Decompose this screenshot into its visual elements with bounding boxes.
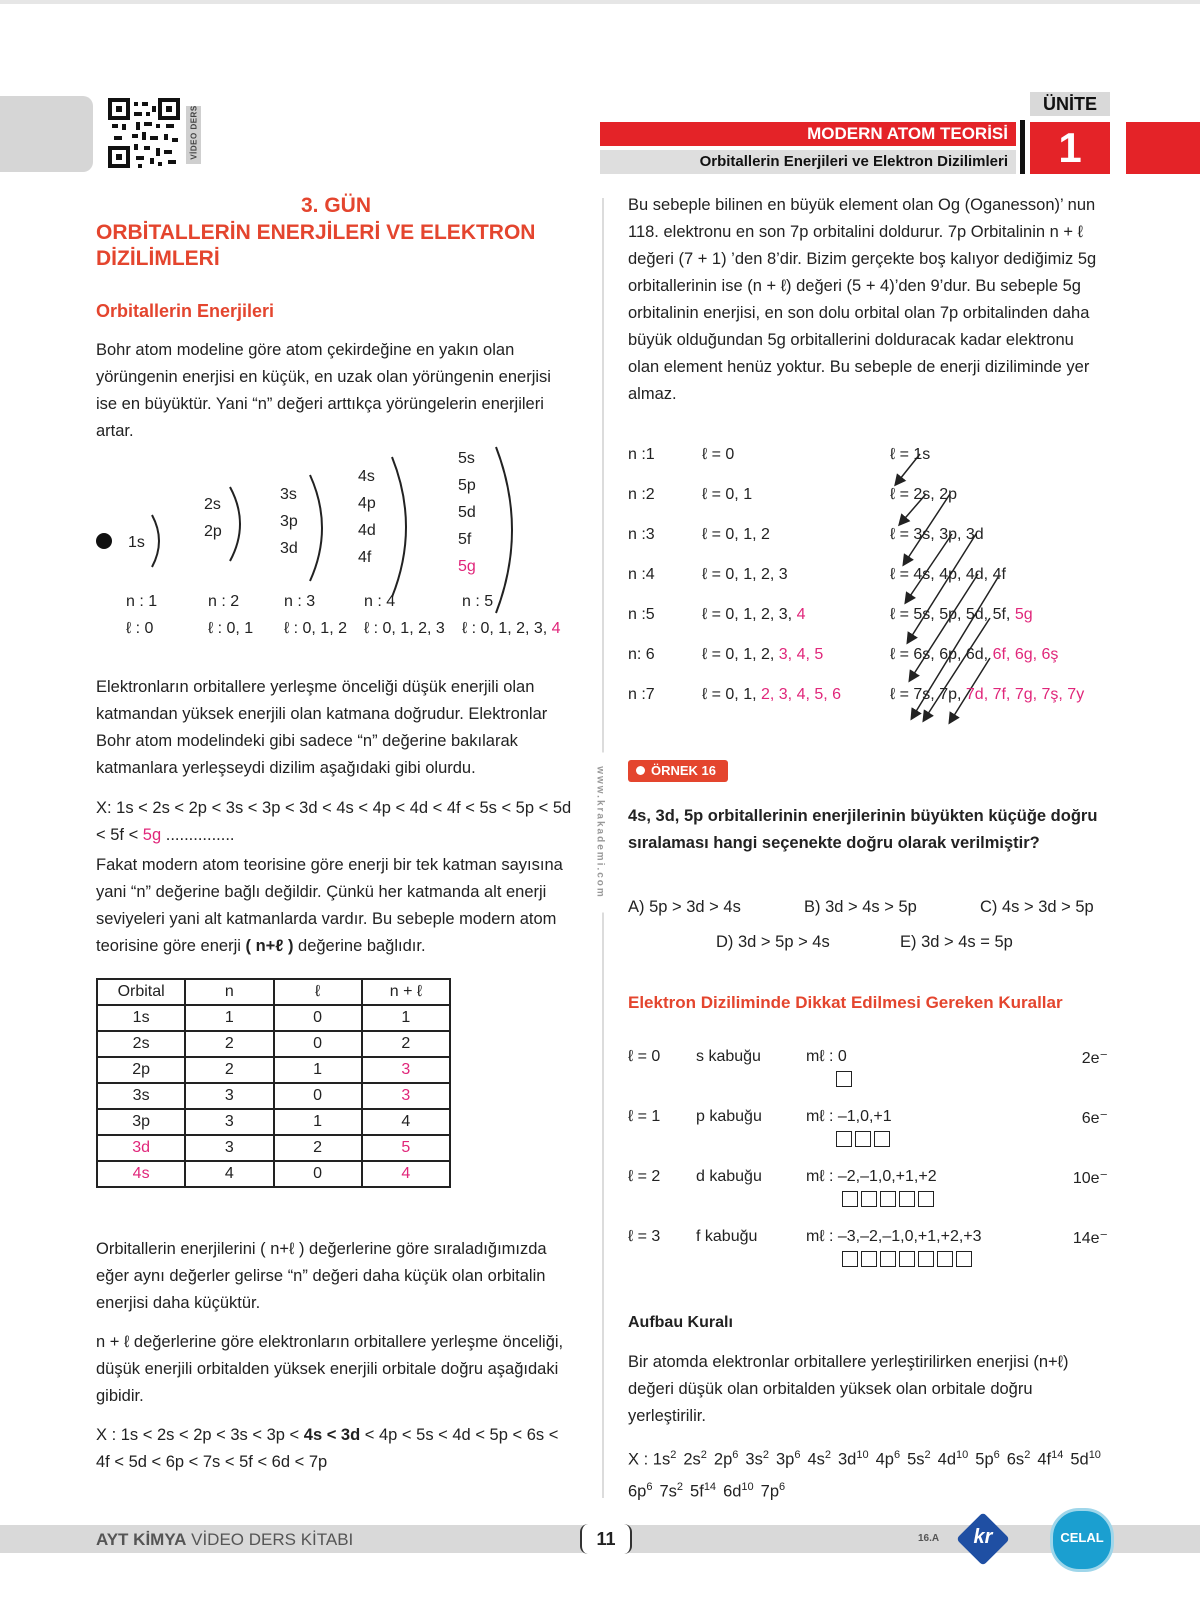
shell-5-l-base: ℓ : 0, 1, 2, 3, xyxy=(462,620,552,637)
config-term xyxy=(975,1442,999,1474)
table-row xyxy=(97,1109,450,1135)
config-electrons: 2 xyxy=(700,1449,707,1461)
order-bohr-dots: ............... xyxy=(161,826,235,844)
config-electrons: 2 xyxy=(670,1449,677,1461)
level-orbitals xyxy=(890,646,1058,664)
level-orb-highlight: 5g xyxy=(1014,606,1033,623)
electron-config xyxy=(628,1442,1108,1505)
orbital-box xyxy=(836,1131,852,1147)
table-header: n xyxy=(185,979,273,1005)
shell-4-n: n : 4 xyxy=(364,593,396,610)
table-cell: 3s xyxy=(97,1083,185,1109)
page-number xyxy=(580,1524,632,1554)
table-cell: 0 xyxy=(274,1161,362,1187)
shell-2-l: ℓ : 0, 1 xyxy=(208,620,254,637)
orbital-1s: 1s xyxy=(128,534,145,551)
config-term xyxy=(745,1442,769,1474)
table-cell: 1 xyxy=(274,1057,362,1083)
config-electrons: 6 xyxy=(732,1449,739,1461)
section-heading-energies: Orbitallerin Enerjileri xyxy=(96,301,275,321)
shell-1-l: ℓ : 0 xyxy=(126,620,154,637)
orbital-box xyxy=(956,1251,972,1267)
right-red-tab xyxy=(1126,122,1200,174)
aufbau-heading: Aufbau Kuralı xyxy=(628,1314,733,1331)
config-orbital: 6s xyxy=(1006,1450,1025,1469)
level-l xyxy=(702,686,841,704)
book-title-suffix: VİDEO DERS KİTABI xyxy=(186,1530,354,1549)
orbital-box xyxy=(937,1251,953,1267)
config-orbital: 3p xyxy=(775,1450,795,1469)
order-aufbau-b: 4s < 3d xyxy=(303,1426,361,1444)
config-term xyxy=(1070,1442,1101,1474)
para-modern xyxy=(96,852,576,960)
shell-1-arc xyxy=(150,513,164,569)
shell-2-orbitals xyxy=(204,491,222,545)
orbital-4d: 4d xyxy=(358,522,376,539)
table-cell: 3p xyxy=(97,1109,185,1135)
subshell-l: ℓ = 2 xyxy=(628,1168,661,1185)
table-cell: 4 xyxy=(362,1161,450,1187)
orbital-boxes xyxy=(842,1250,975,1268)
config-term xyxy=(690,1474,716,1506)
subshell-ml: mℓ : –1,0,+1 xyxy=(806,1108,892,1125)
config-orbital: 2s xyxy=(683,1450,701,1469)
level-n: n :4 xyxy=(628,566,655,583)
config-prefix: X : xyxy=(628,1450,649,1469)
footer-code: 16.A xyxy=(918,1533,940,1544)
subshell-row-d xyxy=(628,1168,1108,1218)
config-orbital: 4s xyxy=(807,1450,825,1469)
subshell-l: ℓ = 3 xyxy=(628,1228,661,1245)
config-electrons: 6 xyxy=(779,1480,786,1493)
config-orbital: 5f xyxy=(690,1482,704,1500)
orbital-box xyxy=(861,1191,877,1207)
orbital-5p: 5p xyxy=(458,477,476,494)
config-orbital: 3s xyxy=(745,1450,763,1469)
config-orbital: 5s xyxy=(907,1450,925,1469)
orbital-box xyxy=(842,1191,858,1207)
table-cell: 2s xyxy=(97,1031,185,1057)
shell-3-orbitals xyxy=(280,481,298,562)
level-l-base: ℓ = 0, 1, xyxy=(702,686,761,703)
table-row xyxy=(97,1083,450,1109)
table-row xyxy=(97,1031,450,1057)
table-row xyxy=(97,1057,450,1083)
option-c[interactable]: C) 4s > 3d > 5p xyxy=(980,898,1094,916)
config-orbital: 1s xyxy=(652,1450,671,1469)
header-divider xyxy=(1020,120,1025,174)
config-term xyxy=(653,1442,677,1474)
order-aufbau xyxy=(96,1422,576,1476)
para-oganesson: Bu sebeple bilinen en büyük element olan Og (Oganesson)’ nun 118. elektronu en son 7p orbitalini doldurur. 7p Orbitalinin n + ℓ değeri (7 + 1) ’den 8’dir. Bizim gerçekte boş kalıyor dediğimiz 5g orbitallerinin ise (n + ℓ) değeri (5 + 4)’den 9’dur. Bu sebeple 5g orbitalinin enerjisi, en son dolu orbital olan 7p orbitalinden daha büyük olduğundan 5g orbitallerini dolduracak kadar elektronu olan element henüz yoktur. Bu sebeple de enerji diziliminde yer almaz. xyxy=(628,196,1097,403)
option-b[interactable]: B) 3d > 4s > 5p xyxy=(804,898,917,916)
table-cell: 2 xyxy=(362,1031,450,1057)
subshell-row-p xyxy=(628,1108,1108,1158)
table-cell: 2p xyxy=(97,1057,185,1083)
orbital-box xyxy=(918,1191,934,1207)
level-table xyxy=(628,446,1108,726)
top-edge xyxy=(0,0,1200,4)
table-cell: 1s xyxy=(97,1005,185,1031)
config-electrons: 6 xyxy=(794,1449,801,1461)
table-cell: 1 xyxy=(274,1109,362,1135)
orbital-5s: 5s xyxy=(458,450,475,467)
table-cell: 3 xyxy=(185,1083,273,1109)
orbital-5d: 5d xyxy=(458,504,476,521)
config-term xyxy=(776,1442,800,1474)
table-row xyxy=(97,1005,450,1031)
table-header-row xyxy=(97,979,450,1005)
shell-4-arc xyxy=(390,455,412,599)
config-orbital: 4d xyxy=(937,1450,957,1469)
subshell-ml: mℓ : 0 xyxy=(806,1048,847,1065)
orbital-box xyxy=(880,1251,896,1267)
config-electrons: 14 xyxy=(1051,1449,1064,1461)
orbital-5g: 5g xyxy=(458,558,476,575)
orbital-box xyxy=(874,1131,890,1147)
table-row xyxy=(97,1135,450,1161)
table-cell: 0 xyxy=(274,1031,362,1057)
config-orbital: 5p xyxy=(975,1450,994,1469)
table-cell: 4 xyxy=(362,1109,450,1135)
table-cell: 3 xyxy=(362,1083,450,1109)
subshell-name: p kabuğu xyxy=(696,1108,762,1125)
subshell-capacity: 14e⁻ xyxy=(1072,1230,1108,1247)
config-term xyxy=(1037,1442,1063,1474)
orbital-2s: 2s xyxy=(204,496,221,513)
table-cell: 2 xyxy=(274,1135,362,1161)
orbital-3p: 3p xyxy=(280,513,298,530)
config-electrons: 2 xyxy=(676,1480,684,1493)
option-a[interactable]: A) 5p > 3d > 4s xyxy=(628,898,741,916)
shell-3-n: n : 3 xyxy=(284,593,316,610)
config-term xyxy=(876,1442,900,1474)
page-title xyxy=(96,220,596,272)
shell-3-l: ℓ : 0, 1, 2 xyxy=(284,620,347,637)
level-l-highlight: 3, 4, 5 xyxy=(778,646,824,663)
watermark: www.krakademi.com xyxy=(595,753,606,913)
config-electrons: 14 xyxy=(703,1480,717,1493)
shell-4-orbitals xyxy=(358,463,376,571)
orbital-boxes xyxy=(842,1190,937,1208)
config-term xyxy=(683,1442,707,1474)
day-title: 3. GÜN xyxy=(300,194,371,217)
config-electrons: 10 xyxy=(1088,1449,1101,1461)
shell-1-n: n : 1 xyxy=(126,593,158,610)
level-orbitals: ℓ = 4s, 4p, 4d, 4f xyxy=(890,566,1006,583)
subshell-capacity: 2e⁻ xyxy=(1081,1050,1108,1067)
page-title-line2: DİZİLİMLERİ xyxy=(96,247,220,270)
table-cell: 4s xyxy=(97,1161,185,1187)
table-cell: 1 xyxy=(362,1005,450,1031)
book-title xyxy=(96,1530,353,1550)
shell-2-arc xyxy=(228,485,246,563)
subshell-l: ℓ = 0 xyxy=(628,1048,661,1065)
brand-logo[interactable] xyxy=(1050,1508,1114,1572)
config-electrons: 10 xyxy=(741,1480,754,1493)
table-cell: 3 xyxy=(185,1109,273,1135)
page-number-value: 11 xyxy=(596,1529,616,1549)
level-l-base: ℓ = 0, 1, 2, 3, xyxy=(702,606,797,623)
table-cell: 3 xyxy=(362,1057,450,1083)
orbital-4f: 4f xyxy=(358,549,372,566)
level-l: ℓ = 0, 1 xyxy=(702,486,753,503)
qr-code[interactable] xyxy=(108,98,182,170)
para-filling: Elektronların orbitallere yerleşme önceliği düşük enerjili olan katmandan yüksek enerjili olan katmana doğrudur. Elektronlar Bohr atom modelindeki gibi sadece “n” değerine bakılarak katmanlara yerleşseydi dizilim aşağıdaki gibi olurdu. xyxy=(96,678,548,777)
topic-subtitle: Orbitallerin Enerjileri ve Elektron Dizilimleri xyxy=(600,150,1016,174)
level-l xyxy=(702,646,823,664)
config-term xyxy=(659,1474,683,1506)
orbital-box xyxy=(880,1191,896,1207)
table-cell: 4 xyxy=(185,1161,273,1187)
config-orbital: 5d xyxy=(1070,1450,1089,1469)
orbital-boxes xyxy=(836,1130,893,1148)
subshell-ml: mℓ : –2,–1,0,+1,+2 xyxy=(806,1168,937,1185)
order-bohr xyxy=(96,795,576,849)
level-l xyxy=(702,606,805,624)
level-n: n :3 xyxy=(628,526,655,543)
level-l: ℓ = 0, 1, 2, 3 xyxy=(702,566,788,583)
topic-title: MODERN ATOM TEORİSİ xyxy=(600,122,1016,146)
orbital-box xyxy=(855,1131,871,1147)
table-cell: 2 xyxy=(185,1057,273,1083)
para-nl-order: n + ℓ değerlerine göre elektronların orbitallere yerleşme önceliği, düşük enerjili orbitalden yüksek enerjili orbitale doğru aşağıdaki gibidir. xyxy=(96,1333,564,1405)
config-electrons: 2 xyxy=(762,1449,769,1461)
subshell-name: s kabuğu xyxy=(696,1048,761,1065)
example-badge xyxy=(628,760,728,782)
shell-diagram xyxy=(96,450,576,645)
level-l: ℓ = 0, 1, 2 xyxy=(702,526,770,543)
level-orb-highlight: 7d, 7f, 7g, 7ş, 7y xyxy=(965,686,1085,703)
level-l-base: ℓ = 0, 1, 2, xyxy=(702,646,779,663)
subshell-row-f xyxy=(628,1228,1108,1278)
level-orbitals: ℓ = 2s, 2p xyxy=(890,486,957,503)
config-term xyxy=(1007,1442,1031,1474)
config-electrons: 10 xyxy=(956,1449,969,1461)
config-orbital: 3d xyxy=(838,1450,857,1469)
orbital-box xyxy=(842,1251,858,1267)
table-cell: 0 xyxy=(274,1083,362,1109)
config-electrons: 6 xyxy=(993,1449,1000,1461)
shell-5-arc xyxy=(494,445,518,615)
orbital-4s: 4s xyxy=(358,468,375,485)
subshell-name: d kabuğu xyxy=(696,1168,762,1185)
order-bohr-main: X: 1s < 2s < 2p < 3s < 3p < 3d < 4s < 4p < 4d < 4f < 5s < 5p < 5d < 5f < xyxy=(96,799,572,844)
order-aufbau-c: < 4p < 5s < 4d < 5p < 6s < 4f < 5d < 6p < 7s < 5f < 6d < 7p xyxy=(96,1426,559,1471)
orbital-boxes xyxy=(836,1070,855,1088)
level-orbitals: ℓ = 3s, 3p, 3d xyxy=(890,526,984,543)
table-cell: 1 xyxy=(185,1005,273,1031)
shell-5-l-extra: 4 xyxy=(551,620,561,637)
para-modern-nl: ( n+ℓ ) xyxy=(245,937,294,955)
subshell-capacity: 10e⁻ xyxy=(1072,1170,1108,1187)
config-orbital: 2p xyxy=(713,1450,733,1469)
brand-logo-text: CELAL xyxy=(1060,1530,1104,1545)
orbital-3d: 3d xyxy=(280,540,298,557)
shell-4-l: ℓ : 0, 1, 2, 3 xyxy=(364,620,445,637)
table-row xyxy=(97,1161,450,1187)
order-aufbau-a: X : 1s < 2s < 2p < 3s < 3p < xyxy=(96,1426,304,1444)
table-header: n + ℓ xyxy=(362,979,450,1005)
unit-number: 1 xyxy=(1030,122,1110,174)
orbital-box xyxy=(836,1071,852,1087)
config-term xyxy=(714,1442,738,1474)
config-electrons: 2 xyxy=(824,1449,831,1461)
shell-3-arc xyxy=(308,473,328,583)
aufbau-text: Bir atomda elektronlar orbitallere yerleştirilirken enerjisi (n+ℓ) değeri düşük olan orbitalden yüksek olan orbitale doğru yerleştirilir. xyxy=(628,1353,1069,1425)
option-d[interactable]: D) 3d > 5p > 4s xyxy=(716,933,830,951)
level-l: ℓ = 0 xyxy=(702,446,735,463)
orbital-box xyxy=(899,1251,915,1267)
config-term xyxy=(938,1442,969,1474)
table-header: Orbital xyxy=(97,979,185,1005)
publisher-logo[interactable] xyxy=(958,1514,1008,1564)
level-l-highlight: 4 xyxy=(796,606,806,623)
config-orbital: 7s xyxy=(659,1482,677,1500)
level-n: n :5 xyxy=(628,606,655,623)
subshell-capacity: 6e⁻ xyxy=(1081,1110,1108,1127)
level-orb-base: ℓ = 7s, 7p, xyxy=(890,686,966,703)
subshell-name: f kabuğu xyxy=(696,1228,758,1245)
left-gray-tab xyxy=(0,96,93,172)
table-cell: 5 xyxy=(362,1135,450,1161)
example-dot-icon xyxy=(636,766,645,775)
config-terms xyxy=(628,1451,1108,1501)
rules-heading: Elektron Diziliminde Dikkat Edilmesi Gereken Kurallar xyxy=(628,993,1063,1012)
orbital-3s: 3s xyxy=(280,486,297,503)
qr-code-graphic xyxy=(108,98,182,170)
page-title-line1: ORBİTALLERİN ENERJİLERİ VE ELEKTRON xyxy=(96,221,536,244)
orbital-4p: 4p xyxy=(358,495,376,512)
para-modern-c: değerine bağlıdır. xyxy=(293,937,426,955)
option-e[interactable]: E) 3d > 4s = 5p xyxy=(900,933,1013,951)
shell-5-l xyxy=(462,620,561,638)
config-term xyxy=(838,1442,869,1474)
subshell-l: ℓ = 1 xyxy=(628,1108,661,1125)
config-orbital: 4p xyxy=(875,1450,894,1469)
level-orb-base: ℓ = 5s, 5p, 5d, 5f, xyxy=(890,606,1015,623)
config-electrons: 2 xyxy=(1024,1449,1031,1461)
table-cell: 2 xyxy=(185,1031,273,1057)
config-electrons: 6 xyxy=(646,1480,653,1493)
para-bohr: Bohr atom modeline göre atom çekirdeğine en yakın olan yörüngenin enerjisi en küçük, en uzak olan yörüngenin enerjisi ise en büyüktür. Yani “n” değeri arttıkça yörüngelerin enerjileri artar. xyxy=(96,341,551,440)
para-same-values: Orbitallerin enerjilerini ( n+ℓ ) değerlerine göre sıraladığımızda eğer aynı değerler gelirse “n” değeri daha küçük olan orbitalin enerjisi daha küçüktür. xyxy=(96,1240,547,1312)
config-electrons: 2 xyxy=(924,1449,931,1461)
publisher-logo-text: kr xyxy=(973,1526,993,1548)
table-cell: 3 xyxy=(185,1135,273,1161)
orbital-5f: 5f xyxy=(458,531,472,548)
subshell-row-s xyxy=(628,1048,1108,1098)
order-bohr-5g: 5g xyxy=(142,826,162,844)
shell-5-orbitals xyxy=(458,445,476,580)
config-orbital: 6d xyxy=(723,1482,742,1500)
config-orbital: 7p xyxy=(760,1482,780,1500)
book-title-prefix: AYT KİMYA xyxy=(96,1530,187,1549)
nucleus xyxy=(96,533,112,549)
table-header: ℓ xyxy=(274,979,362,1005)
table-cell: 3d xyxy=(97,1135,185,1161)
config-electrons: 10 xyxy=(856,1449,869,1461)
question-text: 4s, 3d, 5p orbitallerinin enerjilerinin büyükten küçüğe doğru sıralaması hangi seçenekte doğru olarak verilmiştir? xyxy=(628,807,1098,852)
config-electrons: 6 xyxy=(893,1449,901,1461)
config-orbital: 4f xyxy=(1037,1450,1052,1469)
shell-5-n: n : 5 xyxy=(462,593,494,610)
level-n: n: 6 xyxy=(628,646,655,663)
para-modern-a: Fakat modern atom teorisine göre enerji bir tek katman sayısına yani “n” değerine bağlı değildir. Çünkü her katmanda alt enerji seviyeleri yani alt katmanlarda vardır. Bu sebeple modern atom teorisine göre enerji xyxy=(96,856,563,955)
unit-label: ÜNİTE xyxy=(1030,92,1110,116)
config-term xyxy=(761,1474,785,1506)
level-n: n :7 xyxy=(628,686,655,703)
config-term xyxy=(907,1442,931,1474)
level-orbitals xyxy=(890,606,1033,624)
subshell-ml: mℓ : –3,–2,–1,0,+1,+2,+3 xyxy=(806,1228,982,1245)
table-cell: 0 xyxy=(274,1005,362,1031)
level-orbitals xyxy=(890,686,1084,704)
level-n: n :1 xyxy=(628,446,655,463)
orbital-box xyxy=(861,1251,877,1267)
orbital-box xyxy=(899,1191,915,1207)
level-n: n :2 xyxy=(628,486,655,503)
level-orb-highlight: 6f, 6g, 6ş xyxy=(992,646,1059,663)
level-orb-base: ℓ = 6s, 6p, 6d, xyxy=(890,646,993,663)
orbital-table xyxy=(96,978,451,1188)
shell-1-orbitals xyxy=(128,530,145,556)
config-term xyxy=(807,1442,831,1474)
config-term xyxy=(723,1474,754,1506)
level-orbitals: ℓ = 1s xyxy=(890,446,931,463)
shell-2-n: n : 2 xyxy=(208,593,240,610)
example-label: ÖRNEK 16 xyxy=(651,763,717,778)
qr-label: VİDEO DERS xyxy=(189,105,199,160)
orbital-2p: 2p xyxy=(204,523,222,540)
config-term xyxy=(628,1474,652,1506)
config-orbital: 6p xyxy=(628,1482,647,1500)
orbital-box xyxy=(918,1251,934,1267)
level-l-highlight: 2, 3, 4, 5, 6 xyxy=(760,686,842,703)
